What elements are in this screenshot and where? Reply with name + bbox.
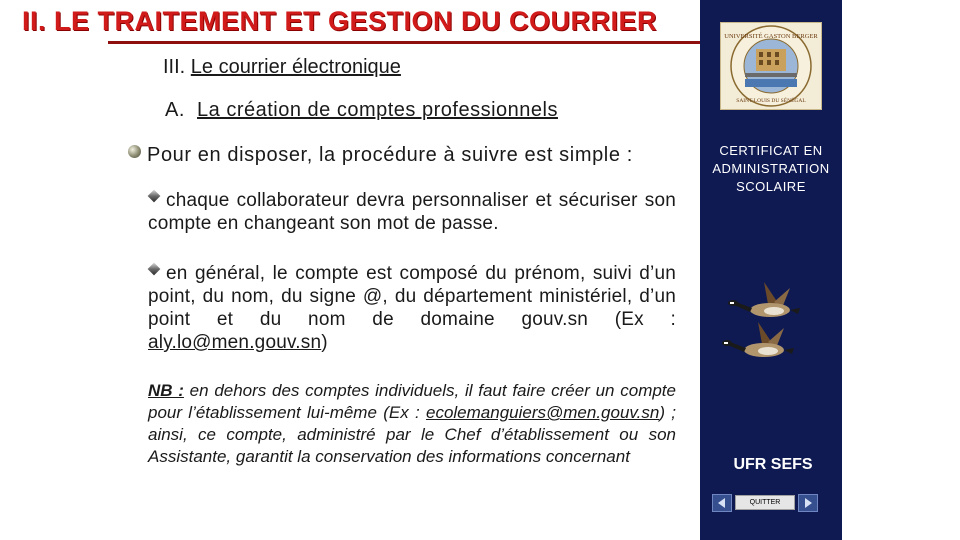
email-example-link[interactable]: aly.lo@men.gouv.sn	[148, 332, 322, 353]
logo-text-bottom: SAINT-LOUIS DU SÉNÉGAL	[736, 98, 806, 104]
note-text: en dehors des comptes individuels, il faut faire créer un compte pour l’établissement lui-même (Ex :	[148, 381, 676, 422]
diamond-bullet-icon	[148, 190, 161, 203]
section-label-1: Le courrier électronique	[190, 56, 401, 78]
logo-text-top: UNIVERSITÉ GASTON BERGER	[724, 33, 818, 40]
section-heading-2	[165, 99, 558, 122]
university-logo	[720, 22, 822, 110]
slide-content	[128, 142, 676, 468]
navigation-controls	[712, 494, 816, 512]
note-text-end: ) ; ainsi, ce compte, administré par le Chef d’établissement ou son Assistante, garantit la conservation des informations concernant	[148, 403, 676, 466]
title-divider	[108, 41, 728, 44]
section-heading-1	[163, 56, 401, 79]
certificate-label: CERTIFICAT EN ADMINISTRATION SCOLAIRE	[712, 143, 830, 194]
list-item-text: chaque collaborateur devra personnaliser et sécuriser son compte en changeant son mot de passe.	[148, 190, 676, 234]
section-number-1: III.	[163, 56, 186, 78]
intro-paragraph	[128, 142, 676, 168]
note-label: NB :	[148, 381, 184, 400]
list-item	[148, 262, 676, 354]
round-bullet-icon	[128, 145, 141, 158]
slide-title: II. LE TRAITEMENT ET GESTION DU COURRIER	[22, 6, 658, 36]
section-label-2: La création de comptes professionnels	[197, 99, 558, 121]
intro-text: Pour en disposer, la procédure à suivre est simple :	[147, 144, 633, 166]
establishment-email-link[interactable]: ecolemanguiers@men.gouv.sn	[425, 403, 660, 422]
list-item-text: en général, le compte est composé du prénom, suivi d’un point, du nom, du signe @, du département ministériel, d’un point et du nom de domaine gouv.sn (Ex :	[148, 263, 676, 330]
note-paragraph	[148, 380, 676, 468]
list-item-text-end: )	[321, 332, 328, 353]
right-arrow-icon	[799, 495, 817, 511]
quit-button[interactable]: QUITTER	[735, 495, 795, 510]
flying-geese-icon	[708, 280, 812, 376]
left-arrow-icon	[713, 495, 731, 511]
next-button[interactable]	[798, 494, 818, 512]
list-item	[148, 189, 676, 235]
diamond-bullet-icon	[148, 263, 161, 276]
section-number-2: A.	[165, 99, 185, 121]
unit-label: UFR SEFS	[733, 456, 813, 473]
previous-button[interactable]	[712, 494, 732, 512]
